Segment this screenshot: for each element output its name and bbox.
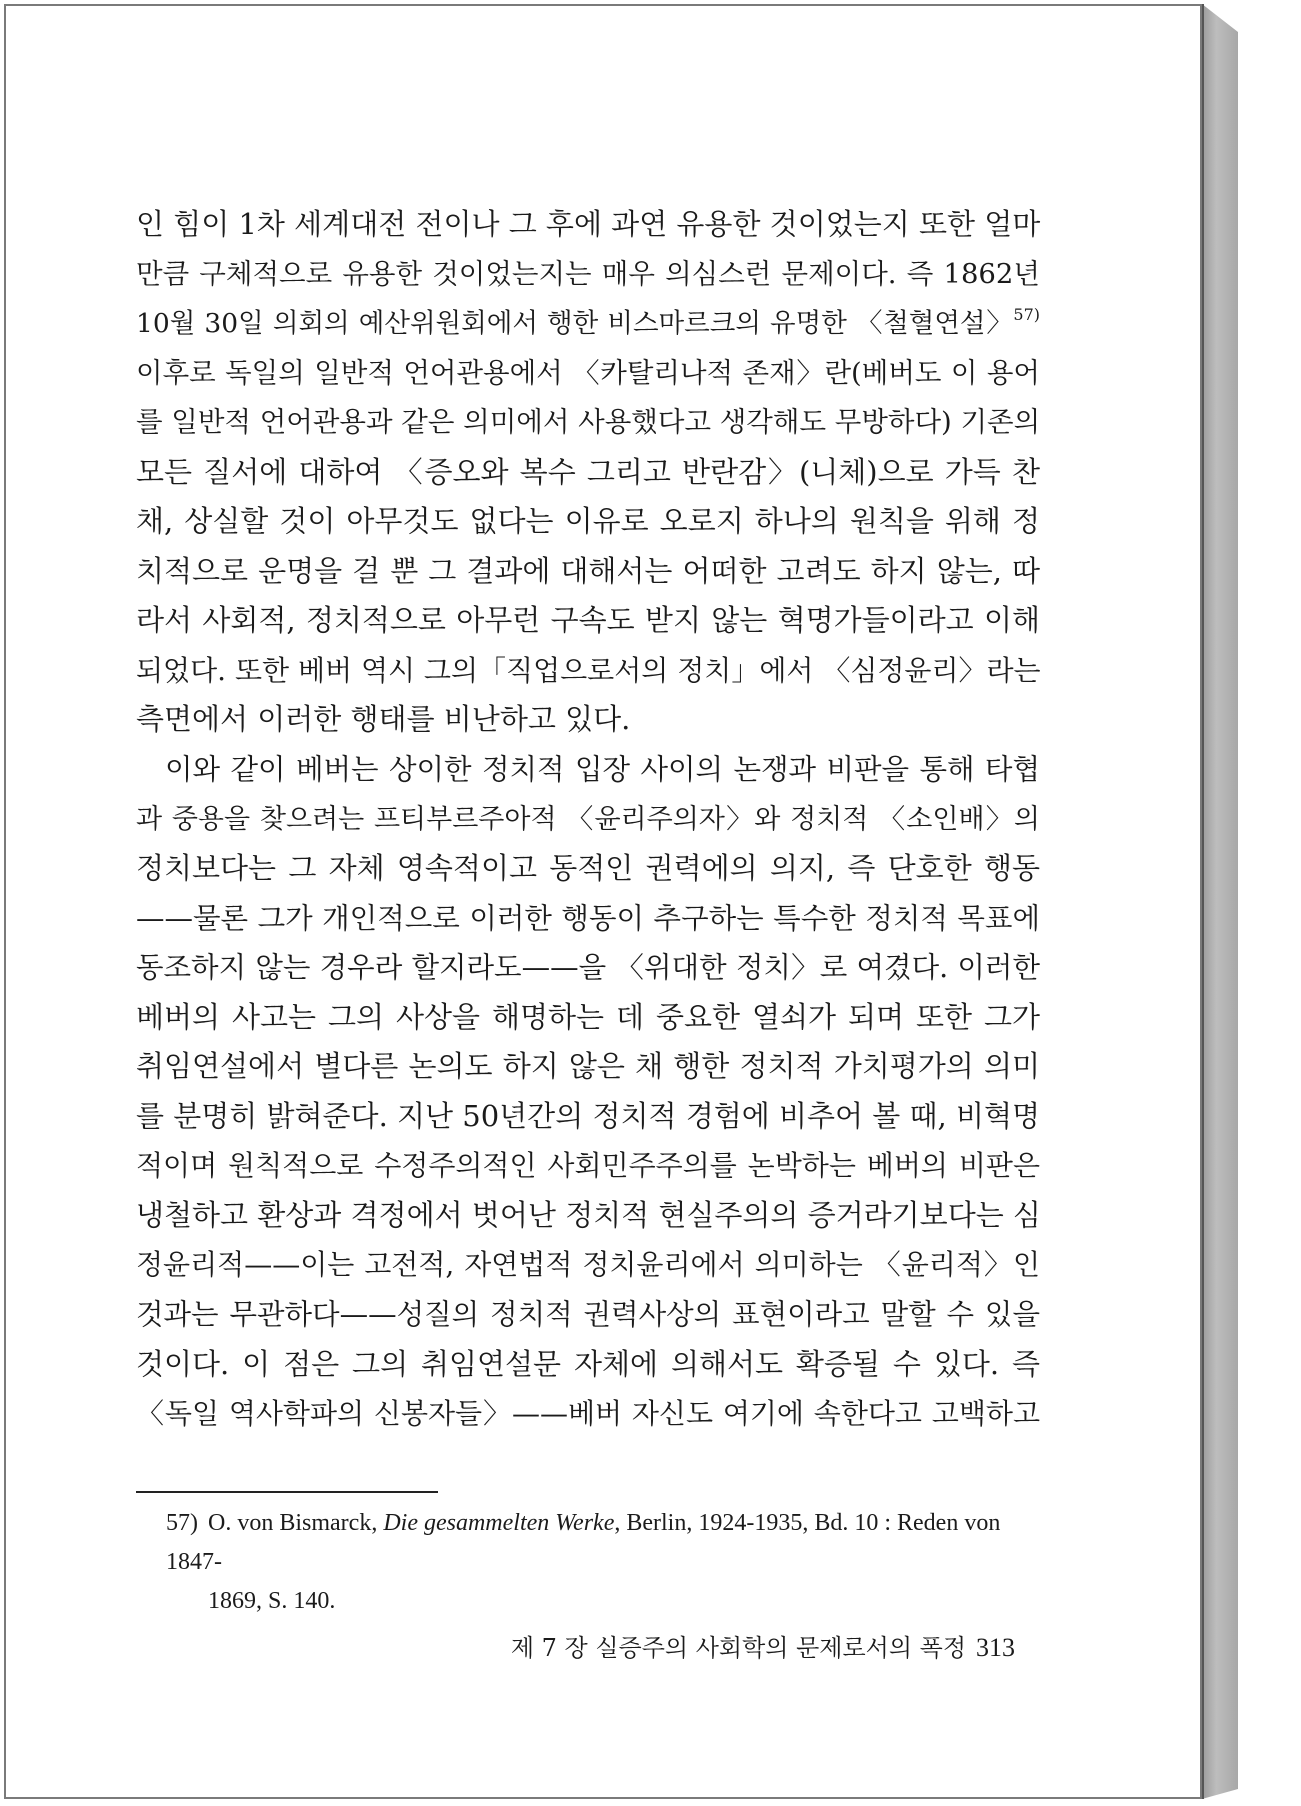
body-line-2: 만큼 구체적으로 유용한 것이었는지는 매우 의심스런 문제이다. 즉 1862년 <box>136 257 1040 290</box>
body-line-24: 것이다. 이 점은 그의 취임연설문 자체에 의해서도 확증될 수 있다. 즉 <box>136 1346 1040 1381</box>
footnote-line-2: 1869, S. 140. <box>208 1588 336 1614</box>
body-line-22: 정윤리적——이는 고전적, 자연법적 정치윤리에서 의미하는 〈윤리적〉인 <box>136 1248 1040 1282</box>
body-line-3 <box>136 299 1040 349</box>
body-line-25: 〈독일 역사학파의 신봉자들〉——베버 자신도 여기에 속한다고 고백하고 <box>136 1397 1040 1431</box>
body-line-19: 를 분명히 밝혀준다. 지난 50년간의 정치적 경험에 비추어 볼 때, 비혁명 <box>136 1098 1040 1133</box>
body-text <box>136 200 1040 1439</box>
body-line-3-text: 10월 30일 의회의 예산위원회에서 행한 비스마르크의 유명한 〈철혈연설〉 <box>136 308 1014 340</box>
body-line-16: 동조하지 않는 경우라 할지라도——을 〈위대한 정치〉로 여겼다. 이러한 <box>136 951 1040 985</box>
body-line-23: 것과는 무관하다——성질의 정치적 권력사상의 표현이라고 말할 수 있을 <box>136 1298 1040 1332</box>
body-line-10: 되었다. 또한 베버 역시 그의「직업으로서의 정치」에서 〈심정윤리〉라는 <box>136 653 1041 687</box>
body-line-9: 라서 사회적, 정치적으로 아무런 구속도 받지 않는 혁명가들이라고 이해 <box>136 603 1040 638</box>
body-line-18: 취임연설에서 별다른 논의도 하지 않은 채 행한 정치적 가치평가의 의미 <box>136 1049 1040 1084</box>
footnote-57 <box>166 1504 1046 1621</box>
footnote-title: Die gesammelten Werke <box>383 1510 615 1536</box>
body-line-4: 이후로 독일의 일반적 언어관용에서 〈카탈리나적 존재〉란(베버도 이 용어 <box>136 356 1040 389</box>
footnote-line-1 <box>166 1504 1046 1582</box>
body-line-21: 냉철하고 환상과 격정에서 벗어난 정치적 현실주의의 증거라기보다는 심 <box>136 1197 1041 1232</box>
footnote-publication: , Berlin, 1924-1935, Bd. 10 : Reden von 1847- <box>166 1510 1001 1575</box>
page-number: 313 <box>976 1633 1015 1662</box>
body-line-13: 과 중용을 찾으려는 프티부르주아적 〈윤리주의자〉와 정치적 〈소인배〉의 <box>136 803 1040 835</box>
footnote-separator <box>136 1491 438 1493</box>
body-line-17: 베버의 사고는 그의 사상을 해명하는 데 중요한 열쇠가 되며 또한 그가 <box>136 999 1040 1034</box>
body-line-6: 모든 질서에 대하여 〈증오와 복수 그리고 반란감〉(니체)으로 가득 찬 <box>136 454 1040 489</box>
body-line-7: 채, 상실할 것이 아무것도 없다는 이유로 오로지 하나의 원칙을 위해 정 <box>136 504 1040 539</box>
footnote-reference: 57) <box>1013 305 1040 325</box>
footnote-number: 57) <box>166 1510 198 1536</box>
body-line-20: 적이며 원칙적으로 수정주의적인 사회민주주의를 논박하는 베버의 비판은 <box>136 1149 1040 1183</box>
page-edge-line <box>1202 4 1204 1799</box>
body-line-11: 측면에서 이러한 행태를 비난하고 있다. <box>136 702 631 737</box>
running-footer <box>510 1628 1015 1663</box>
body-line-14: 정치보다는 그 자체 영속적이고 동적인 권력에의 의지, 즉 단호한 행동 <box>136 851 1040 886</box>
chapter-title: 제 7 장 실증주의 사회학의 문제로서의 폭정 <box>510 1634 966 1662</box>
body-line-8: 치적으로 운명을 걸 뿐 그 결과에 대해서는 어떠한 고려도 하지 않는, 따 <box>136 553 1040 588</box>
body-line-1: 인 힘이 1차 세계대전 전이나 그 후에 과연 유용한 것이었는지 또한 얼마 <box>136 207 1041 241</box>
body-line-5: 를 일반적 언어관용과 같은 의미에서 사용했다고 생각해도 무방하다) 기존의 <box>136 406 1041 439</box>
body-line-15: ——물론 그가 개인적으로 이러한 행동이 추구하는 특수한 정치적 목표에 <box>136 901 1040 935</box>
body-line-12: 이와 같이 베버는 상이한 정치적 입장 사이의 논쟁과 비판을 통해 타협 <box>165 753 1040 787</box>
page-edge-shadow <box>1202 4 1238 1799</box>
footnote-author: O. von Bismarck, <box>208 1510 384 1536</box>
